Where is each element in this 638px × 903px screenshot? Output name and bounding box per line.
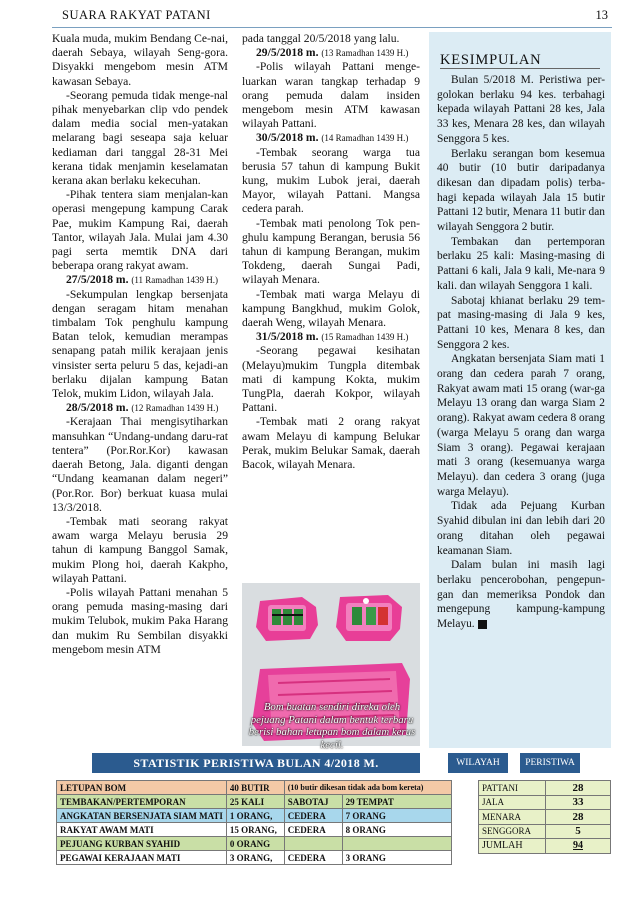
stat-label: PEGAWAI KERAJAAN MATI	[57, 851, 227, 865]
paragraph: -Tembak mati penolong Tok pen-ghulu kampung Berangan, berusia 56 tahun di kampung Berangan, mukim Tokdeng, daerah Sungai Padi, wilayah Menara.	[242, 216, 420, 287]
table-row	[479, 795, 611, 810]
paragraph: -Polis wilayah Pattani menge-luarkan waran tangkap terhadap 9 orang pemuda dalam insiden mengebom mesin ATM kawasan wilayah Pattani.	[242, 60, 420, 131]
hijri-date: (11 Ramadhan 1439 H.)	[131, 275, 219, 286]
paragraph: Kuala muda, mukim Bendang Ce-nai, daerah Sebaya, wilayah Seng-gora. Disyakki mengebom mesin ATM kawasan Sebaya.	[52, 32, 228, 88]
paragraph: Bulan 5/2018 M. Peristiwa per-golokan berlaku 94 kes. terbahagi kepada wilayah Pattani 28 kes, Jala 33 kes, Menara 28 kes, dan wilayah Senggora 5 kes.	[437, 74, 605, 145]
date-heading	[242, 330, 420, 344]
wilayah-count: 33	[546, 795, 611, 810]
wilayah-name: MENARA	[479, 810, 546, 825]
paragraph: -Tembak mati 2 orang rakyat awam Melayu di kampung Belukar Perak, mukim Belukar Samak, daerah Bacok, wilayah Menara.	[242, 415, 420, 472]
stat-label: ANGKATAN BERSENJATA SIAM MATI	[57, 809, 227, 823]
kesimpulan-text	[437, 73, 605, 632]
paragraph: -Seorang pegawai kesihatan (Melayu)mukim Tungpla ditembak mati di kampung Kokta, mukim TungPla, daerah Kokpor, wilayah Pattani.	[242, 344, 420, 415]
stat-extra-value: 8 ORANG	[342, 823, 451, 837]
paragraph	[437, 558, 605, 632]
total-row	[479, 839, 611, 854]
total-label: JUMLAH	[479, 839, 546, 854]
paragraph: -Sekumpulan lengkap bersenjata dengan seragam hitam menahan timbalam Tok penghulu kampung Batan telok, kemudian merampas senapang patah milik kerajaan jenis vinsister serta peluru 5 das, kejadi-an berlaku dijalan kampung Batan Telok, mukim Lidon, wilayah Jala.	[52, 287, 228, 401]
stats-title: STATISTIK PERISTIWA BULAN 4/2018 M.	[92, 753, 420, 773]
stat-value: 15 ORANG,	[226, 823, 284, 837]
stat-label: TEMBAKAN/PERTEMPORAN	[57, 795, 227, 809]
date-heading	[242, 46, 420, 60]
stat-label: PEJUANG KURBAN SYAHID	[57, 837, 227, 851]
stats-table	[56, 780, 452, 865]
stat-label: LETUPAN BOM	[57, 781, 227, 795]
stat-extra-label: CEDERA	[284, 823, 342, 837]
stat-value: 1 ORANG,	[226, 809, 284, 823]
peristiwa-heading: PERISTIWA	[520, 753, 580, 773]
wilayah-name: SENGGORA	[479, 824, 546, 839]
date: 27/5/2018 m.	[66, 273, 129, 287]
stat-extra-value: 7 ORANG	[342, 809, 451, 823]
stat-value: 0 ORANG	[226, 837, 284, 851]
pink-case-left	[256, 597, 318, 641]
table-row	[57, 809, 452, 823]
stat-extra-label: CEDERA	[284, 851, 342, 865]
table-row	[57, 851, 452, 865]
date: 29/5/2018 m.	[256, 46, 319, 60]
paragraph: -Tembak seorang warga tua berusia 57 tahun di kampung Bukit kung, mukim Lubok jerai, daerah Mayor, wilayah Pattani. Mangsa cedera parah.	[242, 145, 420, 216]
stat-value: 40 BUTIR	[226, 781, 284, 795]
column-1	[52, 32, 228, 657]
total-count: 94	[546, 839, 611, 854]
header-rule	[52, 27, 612, 28]
stat-extra-value	[342, 837, 451, 851]
date: 28/5/2018 m.	[66, 401, 129, 415]
end-mark-icon	[478, 620, 487, 629]
date: 31/5/2018 m.	[256, 330, 319, 344]
stat-extra-label	[284, 837, 342, 851]
table-row	[479, 824, 611, 839]
stat-extra-label: SABOTAJ	[284, 795, 342, 809]
wilayah-count: 28	[546, 810, 611, 825]
photo-caption: Bom buatan sendiri direka oleh pejuang Patani dalam bentuk terbaru berisi bahan letupan bom dalam kerus kecil.	[248, 701, 416, 751]
paragraph: -Pihak tentera siam menjalan-kan operasi mengepung kampung Carak Pae, mukim Kampung Rai, daerah Tantor, wilayah Jala. Mulai jam 4.30 pagi serta memtik DNA dari beberapa orang rakyat awam.	[52, 188, 228, 273]
wilayah-count: 5	[546, 824, 611, 839]
stat-note: (10 butir dikesan tidak ada bom kereta)	[284, 781, 451, 795]
table-row	[57, 837, 452, 851]
wilayah-count: 28	[546, 781, 611, 796]
hijri-date: (15 Ramadhan 1439 H.)	[321, 332, 409, 343]
paragraph: Berlaku serangan bom kesemua 40 butir (10 butir daripadanya dikesan dan dipadam polis) terba-hagi kepada wilayah Jala 15 butir Pattani 12 butir, Menara 11 butir dan wilayah Senggora 2 butir.	[437, 147, 605, 234]
table-row	[57, 823, 452, 837]
paragraph: -Seorang pemuda tidak menge-nal pihak menyebarkan clip vdo pendek dalam media social men-yatakan melarang bagi seseapa saja keluar kediaman dari tanggal 28-31 Mei kerana tidak menjamin keselamatan kerana akan berlaku kekecuhan.	[52, 88, 228, 188]
wilayah-header	[448, 753, 580, 773]
paragraph: Angkatan bersenjata Siam mati 1 orang dan cedera parah 7 orang, Rakyat awam mati 15 orang (war-ga Melayu 13 orang dan warga Siam 2 orang). Rakyat awam cedera 8 orang (warga Melayu 5 orang dan warga Siam 3 orang). Pegawai kerajaan mati 3 orang (kesemuanya warga Melayu). dan cedera 3 orang (juga warga Melayu).	[437, 353, 605, 498]
kesimpulan-title: KESIMPULAN	[440, 52, 542, 68]
wilayah-name: PATTANI	[479, 781, 546, 796]
date-heading	[242, 131, 420, 145]
date-heading	[52, 273, 228, 287]
paragraph: Tembakan dan pertemporan berlaku 25 kali: Masing-masing di Pattani 6 kali, Jala 9 kali, Me-nara 9 kali. dan wilayah Senggora 1 kali.	[437, 235, 605, 292]
hijri-date: (12 Ramadhan 1439 H.)	[131, 403, 219, 414]
paragraph-text: Dalam bulan ini masih lagi berlaku pencerobohan, pengepun-gan dan memeriksa Pondok dan mengepung kampung-kampung Melayu.	[437, 559, 605, 631]
stat-extra-value: 3 ORANG	[342, 851, 451, 865]
pink-case-right	[336, 595, 402, 641]
stat-label: RAKYAT AWAM MATI	[57, 823, 227, 837]
stat-extra-label: CEDERA	[284, 809, 342, 823]
table-row	[57, 781, 452, 795]
wilayah-table	[478, 780, 611, 854]
paragraph: -Tembak mati warga Melayu di kampung Bangkhud, mukim Golok, daerah Weng, wilayah Menara.	[242, 287, 420, 330]
table-row	[479, 810, 611, 825]
publication-title: SUARA RAKYAT PATANI	[62, 8, 211, 22]
hijri-date: (14 Ramadhan 1439 H.)	[321, 133, 409, 144]
table-row	[57, 795, 452, 809]
stat-value: 3 ORANG,	[226, 851, 284, 865]
paragraph: -Polis wilayah Pattani menahan 5 orang pemuda masing-masing dari mukim Telubok, mukim Paka Harang dan mukim Ru Sembilan disyakki mengebom mesin ATM	[52, 585, 228, 656]
paragraph: Tidak ada Pejuang Kurban Syahid dibulan ini dan lebih dari 20 orang ditahan oleh pegawai keamanan Siam.	[437, 500, 605, 557]
hijri-date: (13 Ramadhan 1439 H.)	[321, 48, 409, 59]
wilayah-heading: WILAYAH	[448, 753, 508, 773]
date: 30/5/2018 m.	[256, 131, 319, 145]
table-row	[479, 781, 611, 796]
page-number: 13	[595, 8, 608, 22]
column-2	[242, 32, 420, 472]
paragraph: pada tanggal 20/5/2018 yang lalu.	[242, 32, 400, 45]
paragraph: Sabotaj khianat berlaku 29 tem-pat masing-masing di Jala 9 kes, Pattani 10 kes, Menara 8 kes, dan Senggora 2 kes.	[437, 294, 605, 351]
wilayah-name: JALA	[479, 795, 546, 810]
kesimpulan-rule	[440, 68, 600, 69]
date-heading	[52, 401, 228, 415]
paragraph: -Kerajaan Thai mengisytiharkan mansuhkan “Undang-undang daru-rat tentera” (Por.Ror.Kor) kawasan daerah Betong, Jala. diganti dengan “Undang keamanan dalam negeri” (Por.Ror. Bor) berkuat kuasa mulai 13/3/2018.	[52, 415, 228, 514]
paragraph: -Tembak mati seorang rakyat awam warga Melayu berusia 29 tahun di kampung Banggol Samak, mukim Plong hoi, daerah Kakpho, wilayah Pattani.	[52, 514, 228, 585]
stat-value: 25 KALI	[226, 795, 284, 809]
stat-extra-value: 29 TEMPAT	[342, 795, 451, 809]
